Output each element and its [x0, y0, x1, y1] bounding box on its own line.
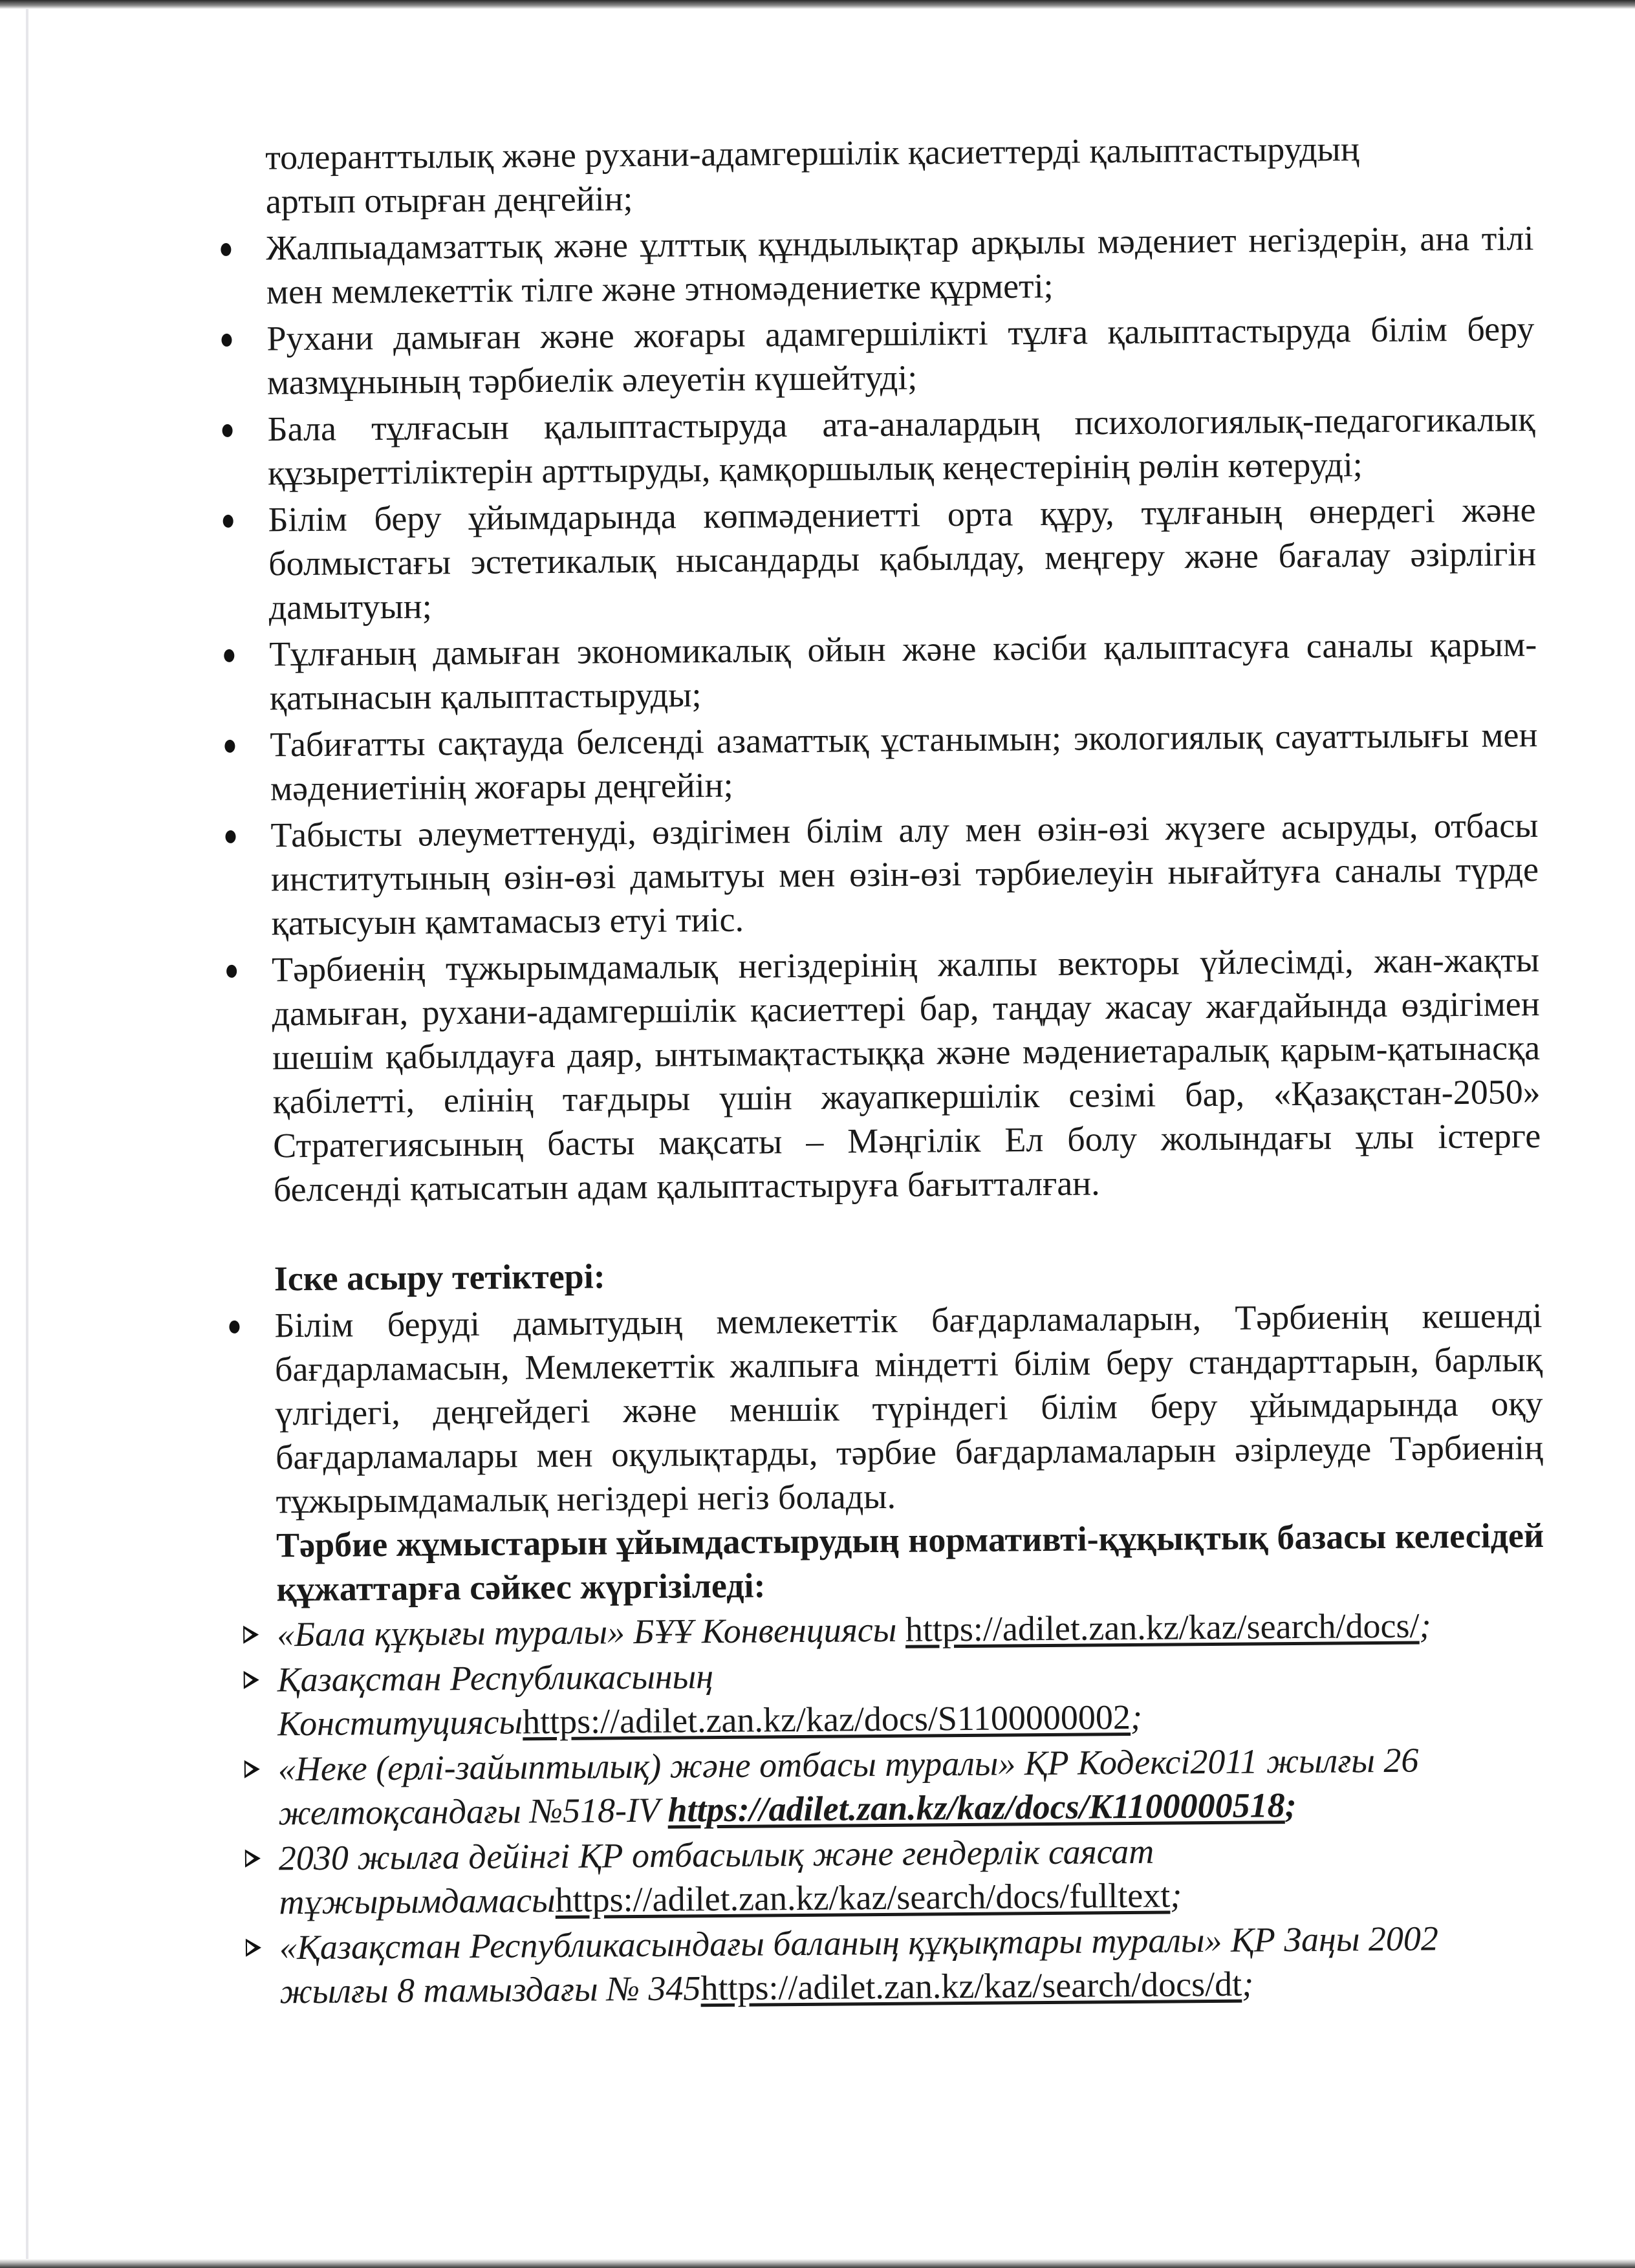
scan-edge-left [26, 9, 28, 2260]
goals-list [221, 216, 1541, 1212]
mechanisms-heading: Іске асыру тетіктері: [274, 1257, 605, 1299]
punctuation: ; [1241, 1964, 1254, 2003]
document-link[interactable]: https://adilet.zan.kz/kaz/search/docs/fulltext [555, 1875, 1171, 1920]
list-item-text: Табиғатты сақтауда белсенді азаматтық ұстанымын; экологиялық сауаттылығы мен мәдениетінің жоғары деңгейін; [270, 715, 1538, 808]
document-page [220, 125, 1548, 2014]
list-item-text: Табысты әлеуметтенуді, өздігімен білім алу мен өзін-өзі жүзеге асыруды, отбасы институтының өзін-өзі дамытуы мен өзін-өзі тәрбиелеуін нығайтуға саналы түрде қатысуын қамтамасыз етуі тиіс. [270, 806, 1539, 943]
document-title: Қазақстан Республикасының Конституциясы [277, 1657, 714, 1744]
scan-edge-top [0, 0, 1635, 9]
list-item-text: Бала тұлғасын қалыптастыруда ата-аналардың психологиялық-педагогикалық құзыреттіліктерін арттыруды, қамқоршылық кеңестерінің рөлін көтеруді; [267, 400, 1535, 493]
list-item-text: Білім беруді дамытудың мемлекеттік бағдарламаларын, Тәрбиенің кешенді бағдарламасын, Мемлекеттік жалпыға міндетті білім беру стандарттарын, барлық үлгідегі, деңгейдегі және меншік түріндегі білім беру ұйымдарында оқу бағдарламалары мен оқулықтарды, тәрбие бағдарламаларын әзірлеуде Тәрбиенің тұжырымдамалық негіздері негіз болады. [274, 1296, 1544, 1521]
punctuation: ; [1419, 1606, 1431, 1645]
document-title: «Бала құқығы туралы» БҰҰ Конвенциясы [276, 1610, 906, 1654]
arrow-bullet-icon [244, 1760, 260, 1778]
legal-documents-list [232, 1603, 1548, 2014]
list-item-text: Рухани дамыған және жоғары адамгершілікті тұлға қалыптастыруда білім беру мазмұнының тәрбиелік әлеуетін күшейтуді; [266, 309, 1535, 402]
list-item-text: Білім беру ұйымдарында көпмәдениетті орта құру, тұлғаның өнердегі және болмыстағы эстетикалық нысандарды қабылдау, меңгеру және бағалау әзірлігін дамытуын; [268, 490, 1537, 627]
bullet-dot-icon [222, 424, 233, 437]
list-item [224, 713, 1538, 811]
bullet-dot-icon [221, 334, 232, 347]
legal-document-item [232, 1603, 1544, 1657]
scan-edge-bottom [0, 2259, 1635, 2268]
document-link[interactable]: https://adilet.zan.kz/kaz/search/docs/dt [700, 1964, 1242, 2008]
legal-document-item [233, 1737, 1546, 1835]
arrow-bullet-icon [243, 1626, 259, 1644]
bullet-dot-icon [223, 515, 233, 528]
bullet-dot-icon [224, 740, 235, 753]
list-item-text: Жалпыадамзаттық және ұлттық құндылықтар арқылы мәдениет негіздерін, ана тілі мен мемлекеттік тілге және этномәдениетке құрметі; [266, 219, 1534, 312]
bullet-dot-icon [225, 830, 235, 843]
document-title: «Неке (ерлі-зайыптылық) және отбасы туралы» ҚР Кодексі2011 жылғы 26 желтоқсандағы №518-IV [277, 1740, 1419, 1833]
list-item [226, 938, 1541, 1212]
list-item [221, 216, 1534, 314]
arrow-bullet-icon [246, 1939, 261, 1957]
document-link[interactable]: https://adilet.zan.kz/kaz/docs/S1100000002 [522, 1698, 1131, 1742]
continuation-line: толеранттылық және рухани-адамгершілік қасиеттерді қалыптастырудың [265, 129, 1359, 177]
list-item-text: Тәрбиенің тұжырымдамалық негіздерінің жалпы векторы үйлесімді, жан-жақты дамыған, рухани-адамгершілік қасиеттері бар, таңдау жасау жағдайында өздігімен шешім қабылдауға даяр, ынтымақтастыққа және мәдениетаралық қарым-қатынасқа қабілетті, елінің тағдыры үшін жауапкершілік сезімі бар, «Қазақстан-2050» Стратегиясының басты мақсаты – Мәңгілік Ел болу жолындағы ұлы істерге белсенді қатысатын адам қалыптастыруға бағытталған. [271, 940, 1541, 1209]
bullet-dot-icon [224, 649, 234, 662]
mechanisms-list [229, 1293, 1544, 1524]
document-link[interactable]: https://adilet.zan.kz/kaz/docs/K1100000518 [667, 1786, 1285, 1830]
document-title: «Қазақстан Республикасындағы баланың құқықтары туралы» ҚР Заңы 2002 жылғы 8 тамыздағы № 345 [279, 1919, 1439, 2011]
bullet-dot-icon [221, 243, 231, 256]
arrow-bullet-icon [244, 1671, 259, 1689]
punctuation: ; [1284, 1786, 1297, 1825]
punctuation: ; [1130, 1697, 1143, 1737]
list-item [221, 307, 1535, 405]
arrow-bullet-icon [245, 1850, 261, 1868]
legal-basis-heading: Тәрбие жұмыстарын ұйымдастырудың нормативті-құқықтық базасы келесідей құжаттарға сәйкес жүргізіледі: [276, 1515, 1544, 1609]
document-title: 2030 жылға дейінгі ҚР отбасылық және гендерлік саясат тұжырымдамасы [278, 1831, 1154, 1922]
legal-document-item [234, 1916, 1548, 2014]
bullet-dot-icon [229, 1321, 239, 1334]
list-item [222, 397, 1535, 495]
list-item [222, 488, 1537, 630]
legal-document-item [233, 1826, 1547, 1925]
list-item [225, 803, 1539, 945]
punctuation: ; [1170, 1875, 1182, 1915]
document-link[interactable]: https://adilet.zan.kz/kaz/search/docs/ [905, 1606, 1420, 1649]
list-item-text: Тұлғаның дамыған экономикалық ойын және кәсіби қалыптасуға саналы қарым-қатынасын қалыптастыруды; [269, 625, 1537, 718]
bullet-dot-icon [226, 965, 237, 978]
list-item [229, 1293, 1544, 1524]
legal-document-item [232, 1648, 1545, 1746]
list-item [224, 622, 1537, 720]
continuation-line: артып отырған деңгейін; [265, 178, 633, 221]
